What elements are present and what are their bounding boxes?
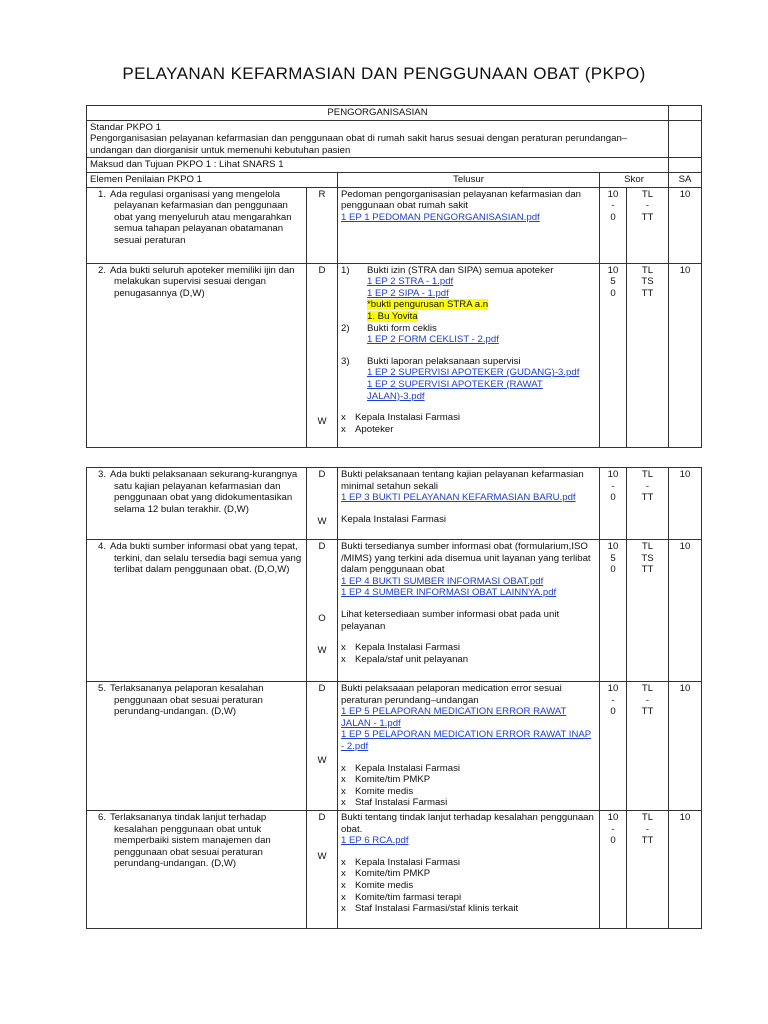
score-label: TS: [641, 276, 654, 288]
bullet-x-icon: x: [341, 903, 346, 915]
score-value: -: [611, 200, 615, 212]
score-value: 10: [607, 683, 619, 694]
code-d: D: [318, 469, 326, 480]
score-label: -: [645, 480, 650, 492]
standard-row: [87, 120, 702, 158]
doc-link[interactable]: 1 EP 5 PELAPORAN MEDICATION ERROR RAWAT JALAN - 1.pdf: [341, 706, 567, 729]
interview-item: Komite/tim PMKP: [355, 774, 431, 786]
score-label: TL: [641, 469, 654, 480]
interview-item: Kepala Instalasi Farmasi: [355, 642, 461, 654]
item-text: Bukti laporan pelaksanaan supervisi: [367, 355, 521, 367]
score-label: TT: [641, 835, 654, 847]
interview-item: Komite medis: [355, 785, 414, 797]
score-label: -: [645, 200, 650, 212]
table-row: [87, 187, 702, 263]
score-value: -: [611, 480, 615, 492]
bullet-x-icon: x: [341, 879, 346, 891]
score-value: -: [611, 694, 615, 706]
score-value: 0: [610, 211, 616, 223]
table-row: [87, 682, 702, 811]
ep-text: Ada bukti seluruh apoteker memiliki ijin dan melakukan supervisi sesuai dengan penugasannya (D,W): [110, 264, 295, 299]
code-w: W: [317, 416, 327, 428]
bullet-x-icon: x: [341, 762, 346, 774]
interview-item: Kepala/staf unit pelayanan: [355, 653, 469, 665]
interview-item: Komite medis: [355, 879, 414, 891]
standard-cell: [87, 120, 669, 158]
doc-link[interactable]: 1 EP 3 BUKTI PELAYANAN KEFARMASIAN BARU.pdf: [341, 492, 576, 504]
item-text: Bukti form ceklis: [367, 322, 437, 334]
doc-link[interactable]: 1 EP 2 FORM CEKLIST - 2.pdf: [367, 334, 499, 346]
interview-item: Komite/tim farmasi terapi: [355, 891, 462, 903]
bullet-x-icon: x: [341, 412, 346, 424]
code-w: W: [317, 645, 327, 657]
telusur-text: Bukti pelaksanaan tentang kajian pelayanan kefarmasian minimal setahun sekali: [341, 469, 584, 492]
score-label: TL: [641, 188, 654, 200]
score-label: TL: [641, 264, 654, 276]
highlight-note: 1. Bu Yovita: [367, 310, 418, 322]
code-o: O: [318, 612, 326, 624]
doc-link[interactable]: 1 EP 2 SIPA - 1.pdf: [367, 287, 449, 299]
score-value: -: [611, 823, 615, 835]
ep-text: Terlaksananya tindak lanjut terhadap kesalahan penggunaan obat untuk memperbaiki sistem manajemen dan penggunaan obat sesuai peraturan perundang-undangan. (D,W): [110, 811, 271, 870]
doc-link[interactable]: 1 EP 2 SUPERVISI APOTEKER (RAWAT JALAN)-3.pdf: [367, 378, 543, 402]
telusur-text: Bukti tentang tindak lanjut terhadap kesalahan penggunaan obat.: [341, 811, 594, 835]
ep-number: 1.: [97, 188, 106, 200]
sa-value: 10: [669, 540, 702, 682]
score-label: TT: [641, 211, 654, 223]
score-label: TT: [641, 287, 654, 299]
ep-number: 4.: [97, 541, 106, 552]
page-title: PELAYANAN KEFARMASIAN DAN PENGGUNAAN OBAT (PKPO): [122, 64, 646, 83]
score-label: TT: [641, 564, 654, 576]
interview-item: Apoteker: [355, 423, 394, 435]
standard-label: Standar PKPO 1: [90, 121, 161, 133]
sa-value: 10: [669, 263, 702, 447]
interview-item: Staf Instalasi Farmasi: [355, 797, 448, 809]
code-cell: R: [307, 187, 338, 263]
code-w: W: [317, 515, 327, 527]
bullet-x-icon: x: [341, 785, 346, 797]
interview-item: Kepala Instalasi Farmasi: [355, 856, 461, 868]
telusur-text: Bukti pelaksaaan pelaporan medication error sesuai peraturan perundang–undangan: [341, 683, 562, 706]
pkpo-table-1: [86, 105, 702, 448]
ep-text: Ada regulasi organisasi yang mengelola pelayanan kefarmasian dan penggunaan obat yang menyeluruh atau mengarahkan semua tahapan pelayanan obatamanan sesuai peraturan: [110, 188, 292, 246]
score-value: 5: [610, 552, 616, 564]
item-number: 1): [341, 264, 350, 276]
item-number: 3): [341, 355, 350, 367]
score-label: TL: [641, 811, 654, 823]
interview-item: Staf Instalasi Farmasi/staf klinis terkait: [355, 903, 519, 915]
score-value: 10: [607, 264, 619, 276]
header-ep: Elemen Penilaian PKPO 1: [87, 172, 338, 187]
bullet-x-icon: x: [341, 868, 346, 880]
telusur-text: Bukti tersedianya sumber informasi obat (formularium,ISO /MIMS) yang terkini ada disemua unit layanan yang terlibat dalam penggunaan obat: [341, 541, 591, 576]
score-label: TT: [641, 706, 654, 718]
standard-text: Pengorganisasian pelayanan kefarmasian dan penggunaan obat di rumah sakit harus sesuai dengan peraturan perundangan–undangan dan diorganisir untuk memenuhi kebutuhan pasien: [90, 133, 628, 156]
interview-item: Komite/tim PMKP: [355, 868, 431, 880]
interview-item: Kepala Instalasi Farmasi: [341, 513, 447, 525]
table-row: [87, 810, 702, 928]
code-d: D: [318, 683, 326, 694]
header-telusur: Telusur: [338, 172, 600, 187]
score-value: 0: [610, 492, 616, 504]
pkpo-table-2: [86, 467, 702, 929]
code-d: D: [318, 811, 326, 823]
table-row: [87, 263, 702, 447]
column-header-row: [87, 172, 702, 187]
sa-value: 10: [669, 810, 702, 928]
doc-link[interactable]: 1 EP 5 PELAPORAN MEDICATION ERROR RAWAT INAP - 2.pdf: [341, 729, 592, 752]
bullet-x-icon: x: [341, 891, 346, 903]
score-value: 0: [610, 287, 616, 299]
doc-link[interactable]: 1 EP 4 SUMBER INFORMASI OBAT LAINNYA.pdf: [341, 587, 557, 599]
sa-value: 10: [669, 187, 702, 263]
score-value: 0: [610, 835, 616, 847]
doc-link[interactable]: 1 EP 6 RCA.pdf: [341, 835, 409, 847]
doc-link[interactable]: 1 EP 2 SUPERVISI APOTEKER (GUDANG)-3.pdf: [367, 367, 580, 379]
bullet-x-icon: x: [341, 423, 346, 435]
ep-text: Ada bukti pelaksanaan sekurang-kurangnya satu kajian pelayanan kefarmasian dan penggunaan obat yang didokumentasikan selama 12 bulan terakhir. (D,W): [110, 469, 298, 515]
score-label: TL: [641, 541, 654, 552]
score-value: 0: [610, 706, 616, 718]
header-sa: SA: [669, 172, 702, 187]
bullet-x-icon: x: [341, 856, 346, 868]
sa-value: 10: [669, 682, 702, 811]
interview-item: Kepala Instalasi Farmasi: [355, 762, 461, 774]
table-row: [87, 540, 702, 682]
bullet-x-icon: x: [341, 774, 346, 786]
score-label: TT: [641, 492, 654, 504]
score-label: TS: [641, 552, 654, 564]
bullet-x-icon: x: [341, 653, 346, 665]
section-title: PENGORGANISASIAN: [87, 106, 669, 121]
ep-number: 6.: [97, 811, 106, 823]
score-label: -: [645, 694, 650, 706]
code-d: D: [318, 541, 326, 552]
doc-link[interactable]: 1 EP 1 PEDOMAN PENGORGANISASIAN.pdf: [341, 211, 540, 223]
ep-number: 3.: [97, 469, 106, 480]
doc-link[interactable]: 1 EP 4 BUKTI SUMBER INFORMASI OBAT.pdf: [341, 575, 544, 587]
highlight-note: *bukti pengurusan STRA a.n: [367, 299, 489, 311]
score-value: 10: [607, 541, 619, 552]
score-value: 5: [610, 276, 616, 288]
score-label: TL: [641, 683, 654, 694]
score-value: 10: [607, 811, 619, 823]
score-label: -: [645, 823, 650, 835]
doc-link[interactable]: 1 EP 2 STRA - 1.pdf: [367, 276, 454, 288]
telusur-text: Pedoman pengorganisasian pelayanan kefarmasian dan penggunaan obat rumah sakit: [341, 188, 582, 212]
bullet-x-icon: x: [341, 797, 346, 809]
header-skor: Skor: [600, 172, 669, 187]
ep-number: 2.: [97, 264, 106, 276]
ep-text: Terlaksananya pelaporan kesalahan penggunaan obat sesuai peraturan perundang-undangan. (D,W): [110, 683, 264, 718]
score-value: 0: [610, 564, 616, 576]
item-number: 2): [341, 322, 350, 334]
code-d: D: [318, 264, 326, 276]
purpose-text: Maksud dan Tujuan PKPO 1 : Lihat SNARS 1: [87, 158, 669, 173]
table-row: [87, 468, 702, 540]
purpose-row: [87, 158, 702, 173]
ep-number: 5.: [97, 683, 106, 694]
item-text: Bukti izin (STRA dan SIPA) semua apoteker: [367, 264, 554, 276]
sa-value: 10: [669, 468, 702, 540]
code-w: W: [317, 754, 327, 766]
score-value: 10: [607, 188, 619, 200]
observe-text: Lihat ketersediaan sumber informasi obat pada unit pelayanan: [341, 608, 560, 632]
interview-item: Kepala Instalasi Farmasi: [355, 412, 461, 424]
section-header-row: [87, 106, 702, 121]
score-value: 10: [607, 469, 619, 480]
ep-text: Ada bukti sumber informasi obat yang tepat, terkini, dan selalu tersedia bagi semua yang terlibat dalam penggunaan obat. (D,O,W): [110, 541, 302, 576]
code-w: W: [317, 850, 327, 862]
bullet-x-icon: x: [341, 642, 346, 654]
